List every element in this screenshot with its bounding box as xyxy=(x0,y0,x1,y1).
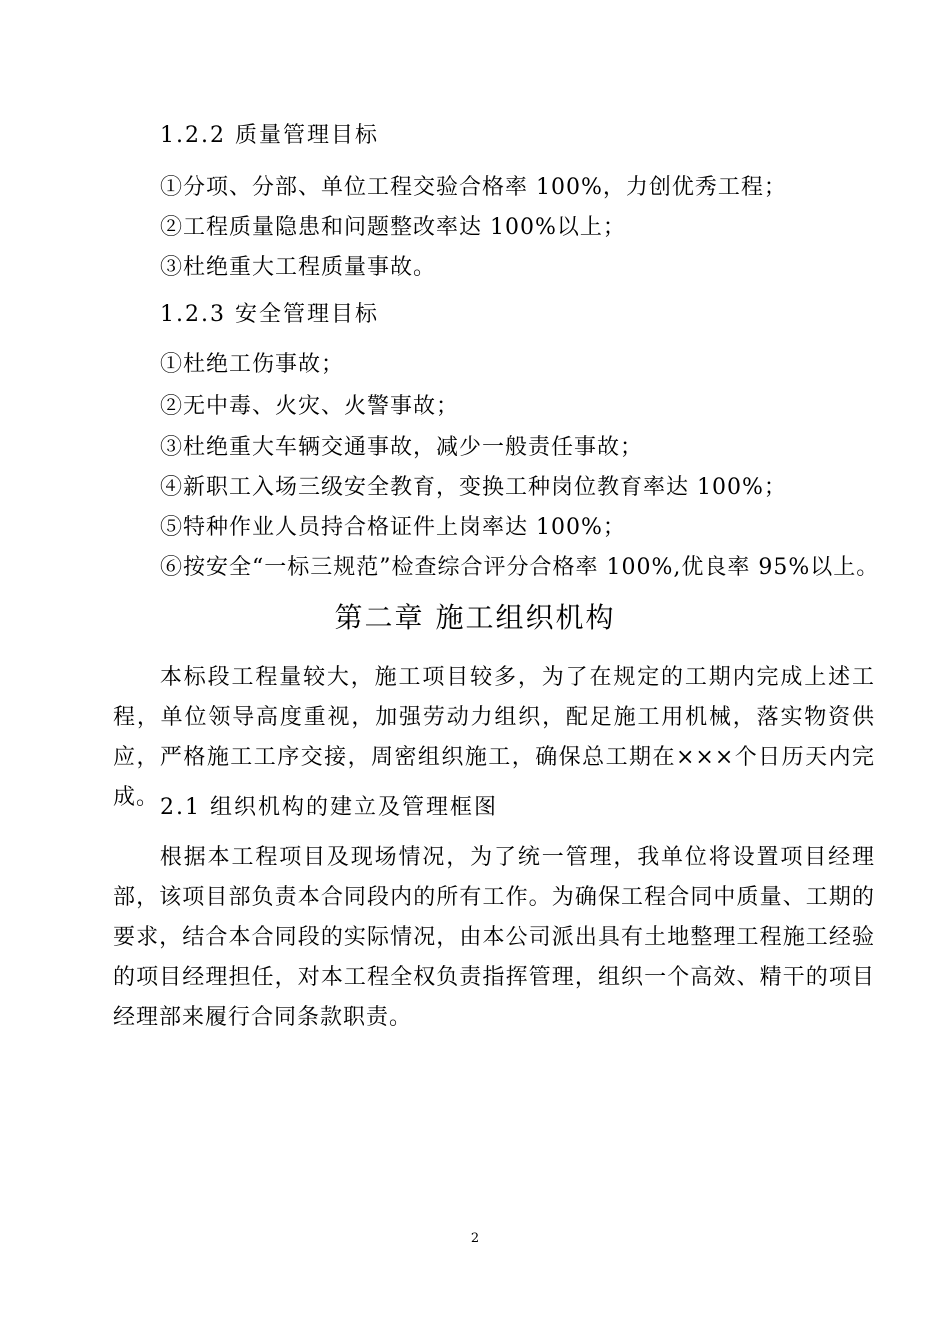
safety-item-2: ②无中毒、火灾、火警事故； xyxy=(160,394,460,419)
quality-item-1: ①分项、分部、单位工程交验合格率 100%，力创优秀工程； xyxy=(160,175,787,200)
safety-item-5: ⑤特种作业人员持合格证件上岗率达 100%； xyxy=(160,515,626,540)
safety-item-3: ③杜绝重大车辆交通事故，减少一般责任事故； xyxy=(160,435,644,460)
section-heading: 2.1 组织机构的建立及管理框图 xyxy=(160,795,498,820)
page-number: 2 xyxy=(470,1231,480,1246)
quality-item-3: ③杜绝重大工程质量事故。 xyxy=(160,255,437,280)
safety-heading: 1.2.3 安全管理目标 xyxy=(160,302,379,327)
quality-heading: 1.2.2 质量管理目标 xyxy=(160,123,379,148)
chapter-title: 第二章 施工组织机构 xyxy=(334,601,616,634)
chapter-intro-text: 本标段工程量较大，施工项目较多，为了在规定的工期内完成上述工程，单位领导高度重视，加强劳动力组织，配足施工用机械，落实物资供应，严格施工工序交接，周密组织施工，确保总工期在×××个日历天内完成。 xyxy=(113,665,875,810)
quality-item-2: ②工程质量隐患和问题整改率达 100%以上； xyxy=(160,215,626,240)
safety-item-4: ④新职工入场三级安全教育，变换工种岗位教育率达 100%； xyxy=(160,475,787,500)
safety-item-1: ①杜绝工伤事故； xyxy=(160,352,345,377)
section-paragraph-text: 根据本工程项目及现场情况，为了统一管理，我单位将设置项目经理部，该项目部负责本合同段内的所有工作。为确保工程合同中质量、工期的要求，结合本合同段的实际情况，由本公司派出具有土地整理工程施工经验的项目经理担任，对本工程全权负责指挥管理，组织一个高效、精干的项目经理部来履行合同条款职责。 xyxy=(113,845,875,1030)
section-paragraph xyxy=(113,838,875,1038)
safety-item-6: ⑥按安全“一标三规范”检查综合评分合格率 100%,优良率 95%以上。 xyxy=(160,555,880,580)
